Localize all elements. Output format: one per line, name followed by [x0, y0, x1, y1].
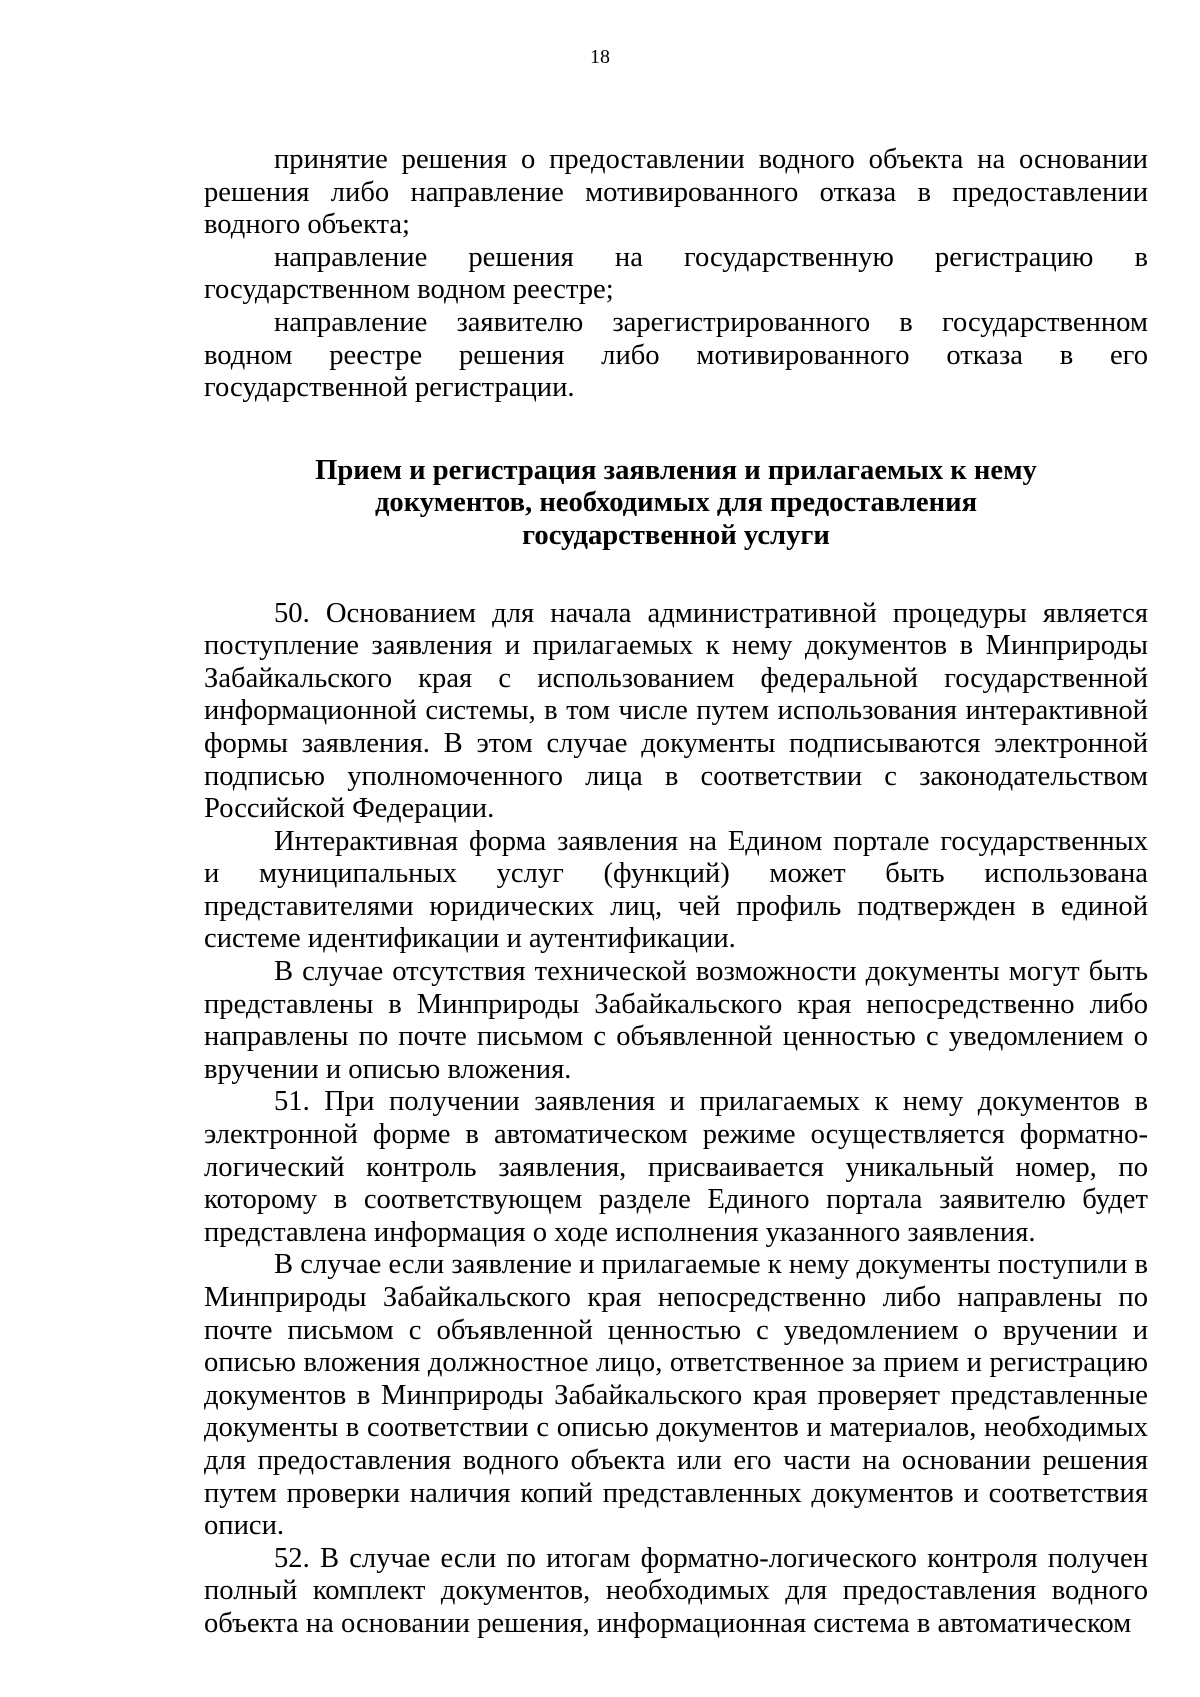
body-paragraph: В случае если заявление и прилагаемые к нему документы поступили в Минприроды Забайкальского края непосредственно либо направлены по почте письмом с объявленной ценностью с уведомлением о вручении и описью вложения должностное лицо, ответственное за прием и регистрацию документов в Минприроды Забайкальского края проверяет представленные документы в соответствии с описью документов и материалов, необходимых для предоставления водного объекта или его части на основании решения путем проверки наличия копий представленных документов и соответствия описи.: [204, 1249, 1148, 1542]
section-heading-line: Прием и регистрация заявления и прилагаемых к нему: [315, 454, 1037, 486]
body-paragraph: В случае отсутствия технической возможности документы могут быть представлены в Минприроды Забайкальского края непосредственно либо направлены по почте письмом с объявленной ценностью с уведомлением о вручении и описью вложения.: [204, 956, 1148, 1085]
intro-paragraph: принятие решения о предоставлении водного объекта на основании решения либо направление мотивированного отказа в предоставлении водного объекта;: [204, 144, 1148, 241]
intro-paragraph: направление решения на государственную регистрацию в государственном водном реестре;: [204, 241, 1148, 306]
section-heading-line: документов, необходимых для предоставления: [374, 487, 978, 519]
section-heading: [204, 455, 1148, 553]
paragraph-51: 51. При получении заявления и прилагаемых к нему документов в электронной форме в автоматическом режиме осуществляется форматно-логический контроль заявления, присваивается уникальный номер, по которому в соответствующем разделе Единого портала заявителю будет представлена информация о ходе исполнения указанного заявления.: [204, 1086, 1148, 1248]
document-body: [204, 144, 1148, 1641]
body-paragraph: Интерактивная форма заявления на Едином портале государственных и муниципальных услуг (функций) может быть использована представителями юридических лиц, чей профиль подтвержден в единой системе идентификации и аутентификации.: [204, 825, 1148, 955]
section-heading-line: государственной услуги: [522, 519, 830, 551]
paragraph-52: 52. В случае если по итогам форматно-логического контроля получен полный комплект документов, необходимых для предоставления водного объекта на основании решения, информационная система в автоматическом: [204, 1542, 1148, 1639]
page-number: 18: [590, 46, 610, 68]
intro-paragraph: направление заявителю зарегистрированного в государственном водном реестре решения либо мотивированного отказа в его государственной регистрации.: [204, 306, 1148, 404]
paragraph-50: 50. Основанием для начала административной процедуры является поступление заявления и прилагаемых к нему документов в Минприроды Забайкальского края с использованием федеральной государственной информационной системы, в том числе путем использования интерактивной формы заявления. В этом случае документы подписываются электронной подписью уполномоченного лица в соответствии с законодательством Российской Федерации.: [204, 597, 1148, 825]
